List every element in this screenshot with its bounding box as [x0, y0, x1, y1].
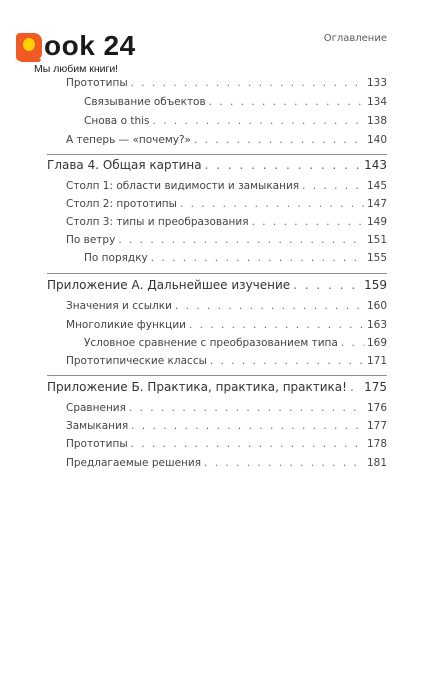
- running-head: Оглавление: [323, 33, 387, 44]
- toc-leader-dots: [131, 76, 364, 90]
- toc-entry: [66, 299, 387, 313]
- toc-leader-dots: [210, 354, 364, 368]
- toc-entry-page: 176: [366, 402, 387, 414]
- toc-entry: [66, 401, 387, 415]
- toc-entry-page: 169: [366, 337, 387, 349]
- toc-entry-title: Прототипические классы: [66, 355, 207, 367]
- toc-entry-title: Столп 2: прототипы: [66, 198, 177, 210]
- toc-entry-title: По порядку: [84, 252, 148, 264]
- toc-entry-title: Приложение А. Дальнейшее изучение: [47, 278, 291, 292]
- toc-entry-title: Сравнения: [66, 402, 126, 414]
- toc-entry-page: 155: [366, 252, 387, 264]
- toc-leader-dots: [194, 133, 364, 147]
- toc-leader-dots: [302, 179, 364, 193]
- toc-leader-dots: [131, 419, 364, 433]
- toc-entry: [66, 133, 387, 147]
- toc-entry: [66, 76, 387, 90]
- toc-entry: [66, 437, 387, 451]
- toc-entry-page: 151: [366, 234, 387, 246]
- toc-entry-title: Приложение Б. Практика, практика, практика!: [47, 380, 347, 394]
- toc-entry: [66, 354, 387, 368]
- toc-entry: [66, 318, 387, 332]
- toc-leader-dots: [204, 456, 364, 470]
- toc-leader-dots: [350, 380, 361, 394]
- toc-chapter: [47, 278, 387, 292]
- toc-entry-page: 145: [366, 180, 387, 192]
- toc-entry-title: Снова о this: [84, 115, 150, 127]
- book-b-logo-icon: [16, 33, 42, 61]
- toc-entry-page: 133: [366, 77, 387, 89]
- toc-entry-title: Прототипы: [66, 77, 128, 89]
- toc-entry-page: 138: [366, 115, 387, 127]
- toc-entry: [84, 114, 387, 128]
- toc-entry-title: А теперь — «почему?»: [66, 134, 191, 146]
- toc-leader-dots: [205, 158, 362, 172]
- toc-chapter: [47, 380, 387, 394]
- logo-wordmark: ook 24: [44, 30, 136, 61]
- toc-entry: [84, 251, 387, 265]
- toc-entry-title: Связывание объектов: [84, 96, 206, 108]
- toc-leader-dots: [189, 318, 364, 332]
- toc-entry-title: По ветру: [66, 234, 116, 246]
- toc-leader-dots: [252, 215, 364, 229]
- toc-leader-dots: [180, 197, 364, 211]
- toc-entry-title: Прототипы: [66, 438, 128, 450]
- toc-entry-page: 175: [364, 380, 387, 394]
- toc-entry: [66, 179, 387, 193]
- toc-entry-title: Значения и ссылки: [66, 300, 172, 312]
- toc-entry-page: 178: [366, 438, 387, 450]
- toc-leader-dots: [293, 278, 361, 292]
- toc-leader-dots: [153, 114, 364, 128]
- toc-entry-page: 177: [366, 420, 387, 432]
- toc-entry-title: Столп 1: области видимости и замыкания: [66, 180, 300, 192]
- toc-entry: [66, 197, 387, 211]
- toc-entry: [66, 419, 387, 433]
- toc-entry: [84, 95, 387, 109]
- toc-entry-title: Столп 3: типы и преобразования: [66, 216, 249, 228]
- toc-entry: [84, 336, 387, 350]
- section-divider: [47, 273, 387, 274]
- toc-entry-page: 181: [366, 457, 387, 469]
- toc-entry-title: Условное сравнение с преобразованием типа: [84, 337, 338, 349]
- section-divider: [47, 375, 387, 376]
- section-divider: [47, 154, 387, 155]
- toc-leader-dots: [175, 299, 364, 313]
- toc-entry: [66, 215, 387, 229]
- toc-entry-title: Глава 4. Общая картина: [47, 158, 202, 172]
- toc-chapter: [47, 158, 387, 172]
- toc-entry: [66, 456, 387, 470]
- toc-entry-title: Замыкания: [66, 420, 129, 432]
- toc-leader-dots: [209, 95, 364, 109]
- toc-entry-title: Предлагаемые решения: [66, 457, 202, 469]
- toc-leader-dots: [131, 437, 364, 451]
- toc-entry: [66, 233, 387, 247]
- toc-entry-page: 147: [366, 198, 387, 210]
- toc-leader-dots: [129, 401, 364, 415]
- book24-logo[interactable]: [16, 29, 156, 79]
- toc-entry-page: 160: [366, 300, 387, 312]
- toc-entry-page: 163: [366, 319, 387, 331]
- toc-leader-dots: [118, 233, 364, 247]
- toc-entry-title: Многоликие функции: [66, 319, 186, 331]
- logo-tagline: Мы любим книги!: [34, 63, 119, 75]
- toc-entry-page: 159: [364, 278, 387, 292]
- toc-leader-dots: [341, 336, 364, 350]
- toc-entry-page: 171: [366, 355, 387, 367]
- toc-leader-dots: [151, 251, 364, 265]
- toc-entry-page: 140: [366, 134, 387, 146]
- toc-entry-page: 143: [364, 158, 387, 172]
- toc-entry-page: 149: [366, 216, 387, 228]
- toc-entry-page: 134: [366, 96, 387, 108]
